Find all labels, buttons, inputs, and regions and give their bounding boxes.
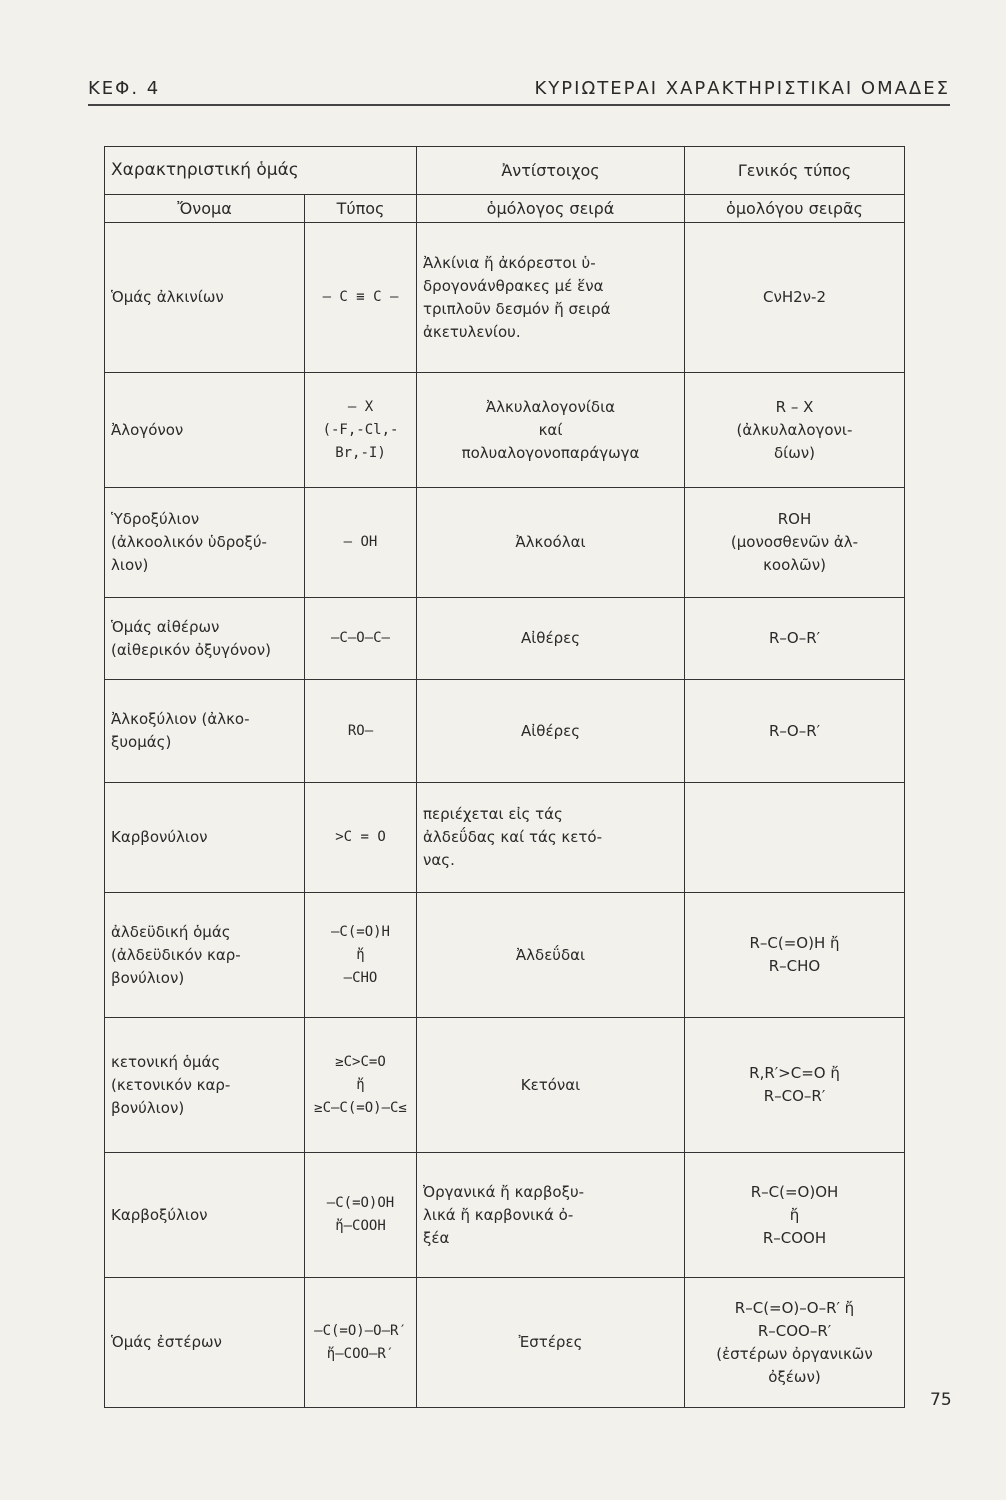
header-corresponding: Ἀντίστοιχος [417, 147, 685, 195]
general-formula: R–O–R′ [685, 598, 905, 680]
homologous-series: Ὀργανικά ἤ καρβοξυ- λικά ἤ καρβονικά ὀ- ξέα [417, 1153, 685, 1278]
table-row [105, 598, 905, 680]
homologous-series: περιέχεται εἰς τάς ἀλδεΰδας καί τάς κετό- νας. [417, 783, 685, 893]
chapter-label: ΚΕΦ. 4 [88, 78, 161, 99]
header-type: Τύπος [305, 195, 417, 223]
header-general-series: ὁμολόγου σειρᾶς [685, 195, 905, 223]
group-formula: – X (-F,-Cl,-Br,-I) [305, 373, 417, 488]
group-formula: –C–O–C– [305, 598, 417, 680]
page-number: 75 [930, 1390, 952, 1410]
general-formula: R–C(=O)H ἤ R–CHO [685, 893, 905, 1018]
table-row [105, 1278, 905, 1408]
table-row [105, 893, 905, 1018]
homologous-series: Κετόναι [417, 1018, 685, 1153]
general-formula: CνH2ν-2 [685, 223, 905, 373]
homologous-series: Ἀλκυλαλογονίδια καί πολυαλογονοπαράγωγα [417, 373, 685, 488]
group-name: Ὁμάς ἐστέρων [105, 1278, 305, 1408]
table-row [105, 373, 905, 488]
table-row [105, 488, 905, 598]
general-formula: R–C(=O)OH ἤ R–COOH [685, 1153, 905, 1278]
group-name: Ὁμάς ἀλκινίων [105, 223, 305, 373]
table-subheader-row [105, 195, 905, 223]
table-row [105, 223, 905, 373]
general-formula: R–O–R′ [685, 680, 905, 783]
general-formula: R–C(=O)–O–R′ ἤ R–COO–R′ (ἐστέρων ὀργανικῶν ὀξέων) [685, 1278, 905, 1408]
group-name: Ἀλογόνον [105, 373, 305, 488]
group-formula: >C = O [305, 783, 417, 893]
homologous-series: Αἰθέρες [417, 598, 685, 680]
general-formula: R,R′>C=O ἤ R–CO–R′ [685, 1018, 905, 1153]
group-formula: –C(=O)H ἤ –CHO [305, 893, 417, 1018]
homologous-series: Αἰθέρες [417, 680, 685, 783]
table-row [105, 1153, 905, 1278]
general-formula: R – X (ἀλκυλαλογονι- δίων) [685, 373, 905, 488]
group-formula: –C(=O)OH ἤ–COOH [305, 1153, 417, 1278]
group-name: ἀλδεϋδική ὁμάς (ἀλδεϋδικόν καρ- βονύλιον) [105, 893, 305, 1018]
group-formula: – OH [305, 488, 417, 598]
group-formula: –C(=O)–O–R′ ἤ–COO–R′ [305, 1278, 417, 1408]
header-homologous-series: ὁμόλογος σειρά [417, 195, 685, 223]
group-formula: RO– [305, 680, 417, 783]
group-name: Καρβονύλιον [105, 783, 305, 893]
group-name: Ὁμάς αἰθέρων (αἰθερικόν ὀξυγόνον) [105, 598, 305, 680]
header-name: Ὄνομα [105, 195, 305, 223]
group-name: Ἀλκοξύλιον (ἀλκο- ξυομάς) [105, 680, 305, 783]
table-row [105, 1018, 905, 1153]
chapter-title: ΚΥΡΙΩΤΕΡΑΙ ΧΑΡΑΚΤΗΡΙΣΤΙΚΑΙ ΟΜΑΔΕΣ [534, 78, 950, 99]
homologous-series: Ἀλκίνια ἤ ἀκόρεστοι ὑ- δρογονάνθρακες μέ ἕνα τριπλοῦν δεσμόν ἤ σειρά ἀκετυλενίου. [417, 223, 685, 373]
homologous-series: Ἐστέρες [417, 1278, 685, 1408]
group-formula: ≥C>C=O ἤ ≥C–C(=O)–C≤ [305, 1018, 417, 1153]
general-formula: ROH (μονοσθενῶν ἀλ- κοολῶν) [685, 488, 905, 598]
homologous-series: Ἀλκοόλαι [417, 488, 685, 598]
header-characteristic-group: Χαρακτηριστική ὁμάς [105, 147, 417, 195]
functional-groups-table [104, 146, 905, 1408]
running-header [88, 76, 950, 106]
group-formula: – C ≡ C – [305, 223, 417, 373]
table-header-row [105, 147, 905, 195]
header-general-formula: Γενικός τύπος [685, 147, 905, 195]
group-name: κετονική ὁμάς (κετονικόν καρ- βονύλιον) [105, 1018, 305, 1153]
table-row [105, 680, 905, 783]
homologous-series: Ἀλδεΰδαι [417, 893, 685, 1018]
group-name: Καρβοξύλιον [105, 1153, 305, 1278]
group-name: Ὑδροξύλιον (ἀλκοολικόν ὑδροξύ- λιον) [105, 488, 305, 598]
table-row [105, 783, 905, 893]
general-formula [685, 783, 905, 893]
